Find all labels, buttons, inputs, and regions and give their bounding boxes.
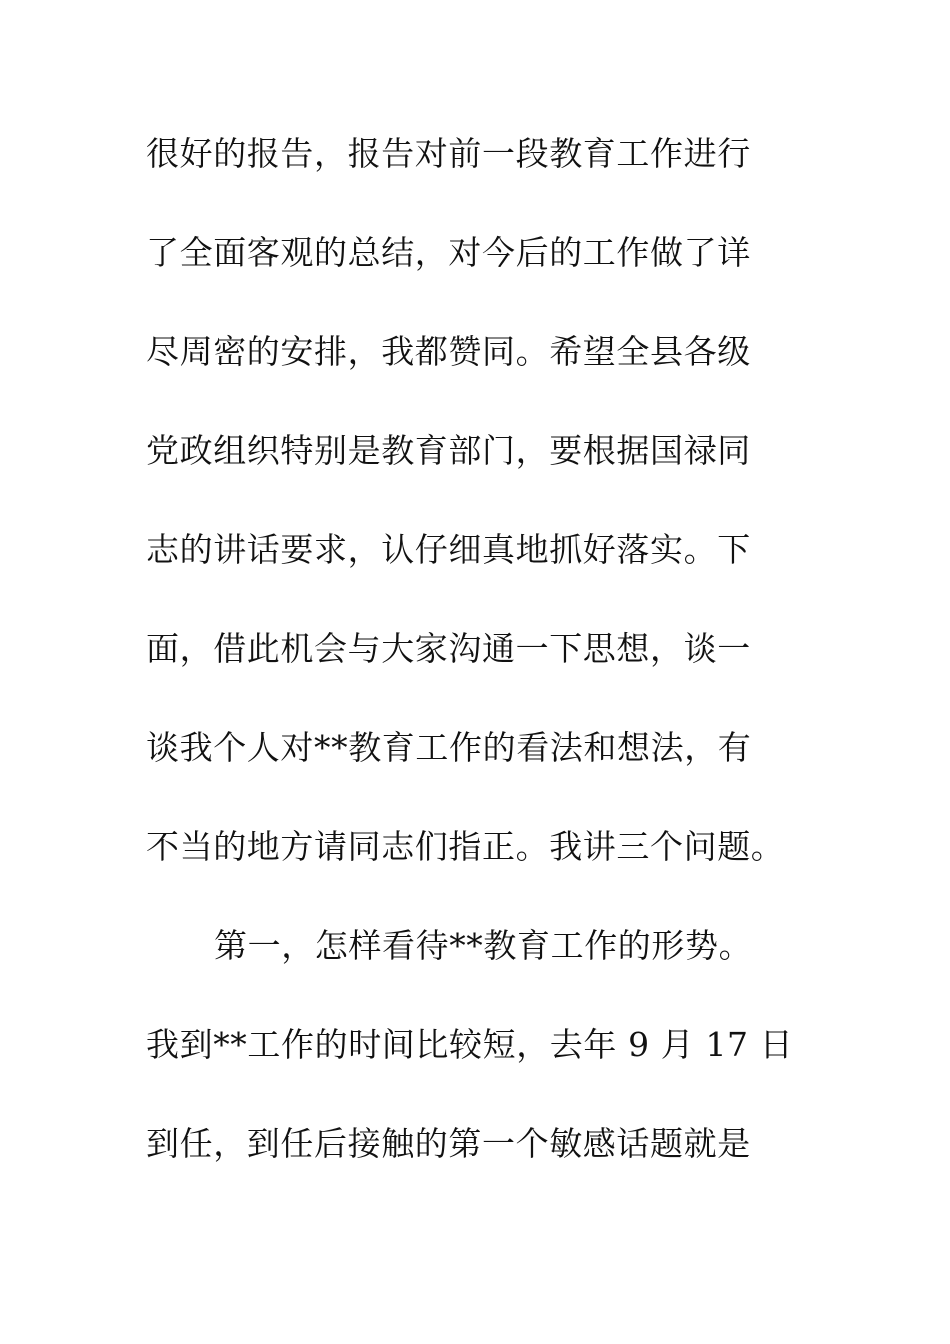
text-line-10: 我到**工作的时间比较短，去年 9 月 17 日 xyxy=(146,1025,794,1064)
text-line-3: 尽周密的安排，我都赞同。希望全县各级 xyxy=(146,332,751,371)
text-line-8: 不当的地方请同志们指正。我讲三个问题。 xyxy=(146,827,785,866)
section-heading-line: 第一，怎样看待**教育工作的形势。 xyxy=(214,926,753,965)
text-line-1: 很好的报告，报告对前一段教育工作进行 xyxy=(146,134,751,173)
text-line-7: 谈我个人对**教育工作的看法和想法，有 xyxy=(146,728,752,767)
text-line-6: 面，借此机会与大家沟通一下思想，谈一 xyxy=(146,629,751,668)
text-line-2: 了全面客观的总结，对今后的工作做了详 xyxy=(146,233,751,272)
text-line-4: 党政组织特别是教育部门，要根据国禄同 xyxy=(146,431,751,470)
text-line-5: 志的讲话要求，认仔细真地抓好落实。下 xyxy=(146,530,751,569)
text-line-11: 到任，到任后接触的第一个敏感话题就是 xyxy=(146,1124,751,1163)
